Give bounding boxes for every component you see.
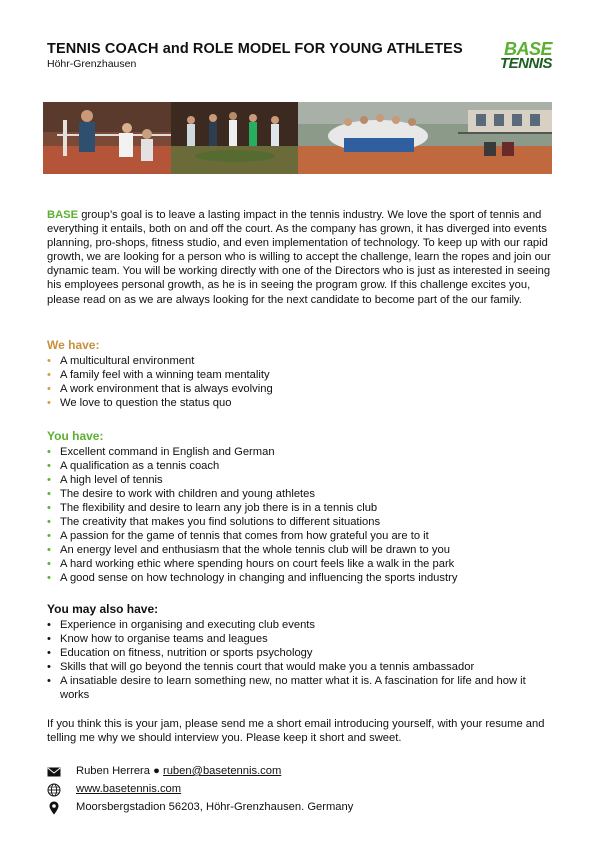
- you-have-list: [47, 445, 552, 585]
- header-photo-strip: [43, 102, 552, 174]
- list-item: • The flexibility and desire to learn any job there is in a tennis club: [47, 501, 552, 515]
- contact-line: [76, 764, 281, 778]
- list-item: • The desire to work with children and young athletes: [47, 487, 552, 501]
- you-have-heading: You have:: [47, 429, 104, 443]
- list-item: • A multicultural environment: [47, 354, 552, 368]
- contact-address-row: [47, 800, 552, 816]
- photo-coaches-at-net: [43, 102, 171, 174]
- list-item: • A work environment that is always evolving: [47, 382, 552, 396]
- list-item: • Experience in organising and executing club events: [47, 618, 552, 632]
- list-item: • A high level of tennis: [47, 473, 552, 487]
- also-have-list: [47, 618, 552, 702]
- list-item: • We love to question the status quo: [47, 396, 552, 410]
- contact-website-row: [47, 782, 552, 798]
- intro-text: group’s goal is to leave a lasting impact in the tennis industry. We love the sport of tennis and everything it entails, both on and off the court. As the company has grown, it has diverged into events planning, pro-shops, fitness studio, and even implementation of technology. To keep up with our rapid growth, we are looking for a person who is willing to accept the challenge, learn the ropes and join our dynamic team. You will be working directly with one of the Directors who is just as interested in seeing his employees personal growth, as he is in seeing the program grow. If this challenge excites you, please read on as we are always looking for the next candidate to become part of the our family.: [47, 209, 551, 306]
- globe-icon: [47, 783, 61, 797]
- contact-email-row: [47, 764, 552, 780]
- list-item: • A family feel with a winning team mentality: [47, 368, 552, 382]
- list-item: • A insatiable desire to learn something new, no matter what it is. A fascination for life and how it works: [47, 674, 552, 702]
- we-have-section: [47, 338, 552, 410]
- list-item: • A good sense on how technology in changing and influencing the sports industry: [47, 571, 552, 585]
- list-item: • A qualification as a tennis coach: [47, 459, 552, 473]
- you-have-section: [47, 429, 552, 585]
- page-title: TENNIS COACH and ROLE MODEL FOR YOUNG ATHLETES: [47, 41, 463, 57]
- list-item: • Education on fitness, nutrition or sports psychology: [47, 646, 552, 660]
- list-item: • A passion for the game of tennis that comes from how grateful you are to it: [47, 529, 552, 543]
- list-item: • The creativity that makes you find solutions to different situations: [47, 515, 552, 529]
- list-item: • Excellent command in English and German: [47, 445, 552, 459]
- base-tennis-logo: [486, 40, 552, 74]
- intro-brand: BASE: [47, 209, 79, 221]
- list-item: • An energy level and enthusiasm that the whole tennis club will be drawn to you: [47, 543, 552, 557]
- also-have-section: [47, 602, 552, 702]
- job-location: Höhr-Grenzhausen: [47, 58, 137, 70]
- intro-paragraph: [47, 208, 552, 307]
- envelope-icon: [47, 765, 61, 779]
- logo-tennis-text: TENNIS: [499, 55, 552, 72]
- address-text: Moorsbergstadion 56203, Höhr-Grenzhausen. Germany: [76, 801, 354, 813]
- location-pin-icon: [47, 801, 61, 815]
- also-have-heading: You may also have:: [47, 602, 159, 616]
- we-have-heading: We have:: [47, 338, 100, 352]
- email-link[interactable]: ruben@basetennis.com: [162, 765, 282, 777]
- list-item: • Skills that will go beyond the tennis court that would make you a tennis ambassador: [47, 660, 552, 674]
- closing-paragraph: If you think this is your jam, please send me a short email introducing yourself, with your resume and telling me why we should interview you. Please keep it short and sweet.: [47, 718, 545, 745]
- contact-name: Ruben Herrera ●: [76, 765, 163, 777]
- photo-kids-huddle: [298, 102, 552, 174]
- photo-team-group: [171, 102, 298, 174]
- website-link[interactable]: www.basetennis.com: [76, 783, 182, 795]
- list-item: • A hard working ethic where spending hours on court feels like a walk in the park: [47, 557, 552, 571]
- logo-base-text: BASE: [503, 39, 552, 59]
- list-item: • Know how to organise teams and leagues: [47, 632, 552, 646]
- we-have-list: [47, 354, 552, 410]
